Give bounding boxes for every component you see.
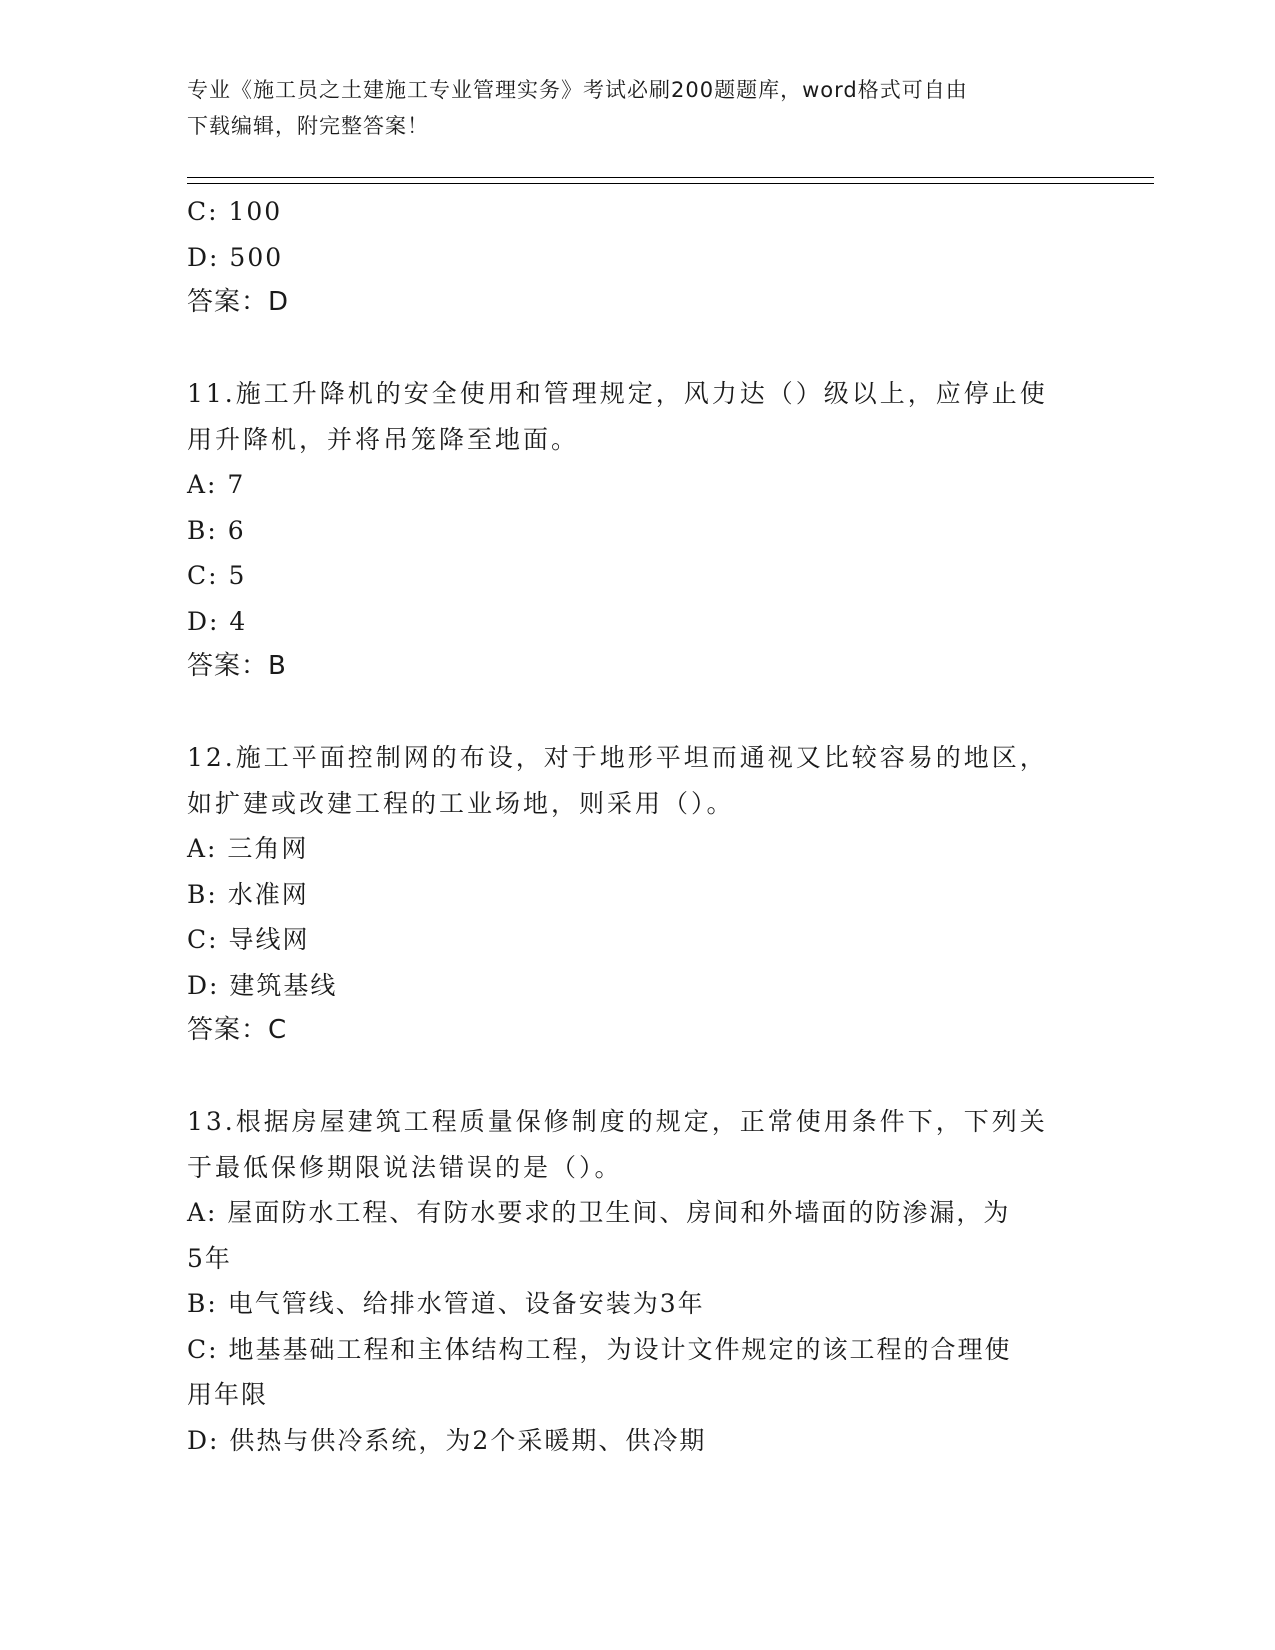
option-b: B: 6 — [187, 515, 246, 545]
option-a-continued: 5年 — [187, 1243, 232, 1273]
page-header — [187, 72, 1067, 144]
option-c: C: 地基基础工程和主体结构工程，为设计文件规定的该工程的合理使 — [187, 1334, 1012, 1364]
header-divider-top — [187, 177, 1154, 178]
question-12 — [187, 735, 1067, 1054]
option-a: A: 屋面防水工程、有防水要求的卫生间、房间和外墙面的防渗漏，为 — [187, 1198, 1011, 1227]
question-stem-line: 用升降机，并将吊笼降至地面。 — [187, 424, 580, 454]
spacer — [187, 690, 1067, 736]
option-d: D: 500 — [187, 242, 284, 272]
option-c: C: 5 — [187, 561, 247, 590]
option-d: D: 4 — [187, 606, 248, 636]
option-d: D: 建筑基线 — [187, 970, 338, 1000]
option-c-continued: 用年限 — [187, 1380, 269, 1409]
question-stem-line: 12.施工平面控制网的布设，对于地形平坦而通视又比较容易的地区， — [187, 743, 1048, 772]
answer-line: 答案：B — [187, 651, 287, 681]
header-title-line-2: 下载编辑，附完整答案！ — [187, 114, 429, 138]
option-b: B: 水准网 — [187, 879, 309, 909]
header-title-line-1: 专业《施工员之土建施工专业管理实务》考试必刷200题题库，word格式可自由 — [187, 78, 968, 102]
question-content — [187, 189, 1067, 1463]
answer-line: 答案：D — [187, 287, 290, 317]
option-c: C: 100 — [187, 197, 283, 226]
option-a: A: 7 — [187, 470, 246, 499]
question-stem-line: 于最低保修期限说法错误的是（）。 — [187, 1152, 623, 1182]
question-stem-line: 如扩建或改建工程的工业场地，则采用（）。 — [187, 788, 735, 818]
option-b: B: 电气管线、给排水管道、设备安装为3年 — [187, 1289, 705, 1318]
answer-line: 答案：C — [187, 1015, 288, 1045]
question-13 — [187, 1099, 1067, 1463]
prev-question-block — [187, 189, 1067, 326]
question-stem-line: 11.施工升降机的安全使用和管理规定，风力达（）级以上，应停止使 — [187, 379, 1048, 408]
spacer — [187, 1054, 1067, 1100]
option-d: D: 供热与供冷系统，为2个采暖期、供冷期 — [187, 1425, 707, 1455]
spacer — [187, 326, 1067, 372]
question-stem-line: 13.根据房屋建筑工程质量保修制度的规定，正常使用条件下，下列关 — [187, 1107, 1048, 1136]
question-11 — [187, 371, 1067, 690]
option-a: A: 三角网 — [187, 834, 309, 863]
header-divider-bottom — [187, 183, 1154, 184]
option-c: C: 导线网 — [187, 925, 310, 954]
